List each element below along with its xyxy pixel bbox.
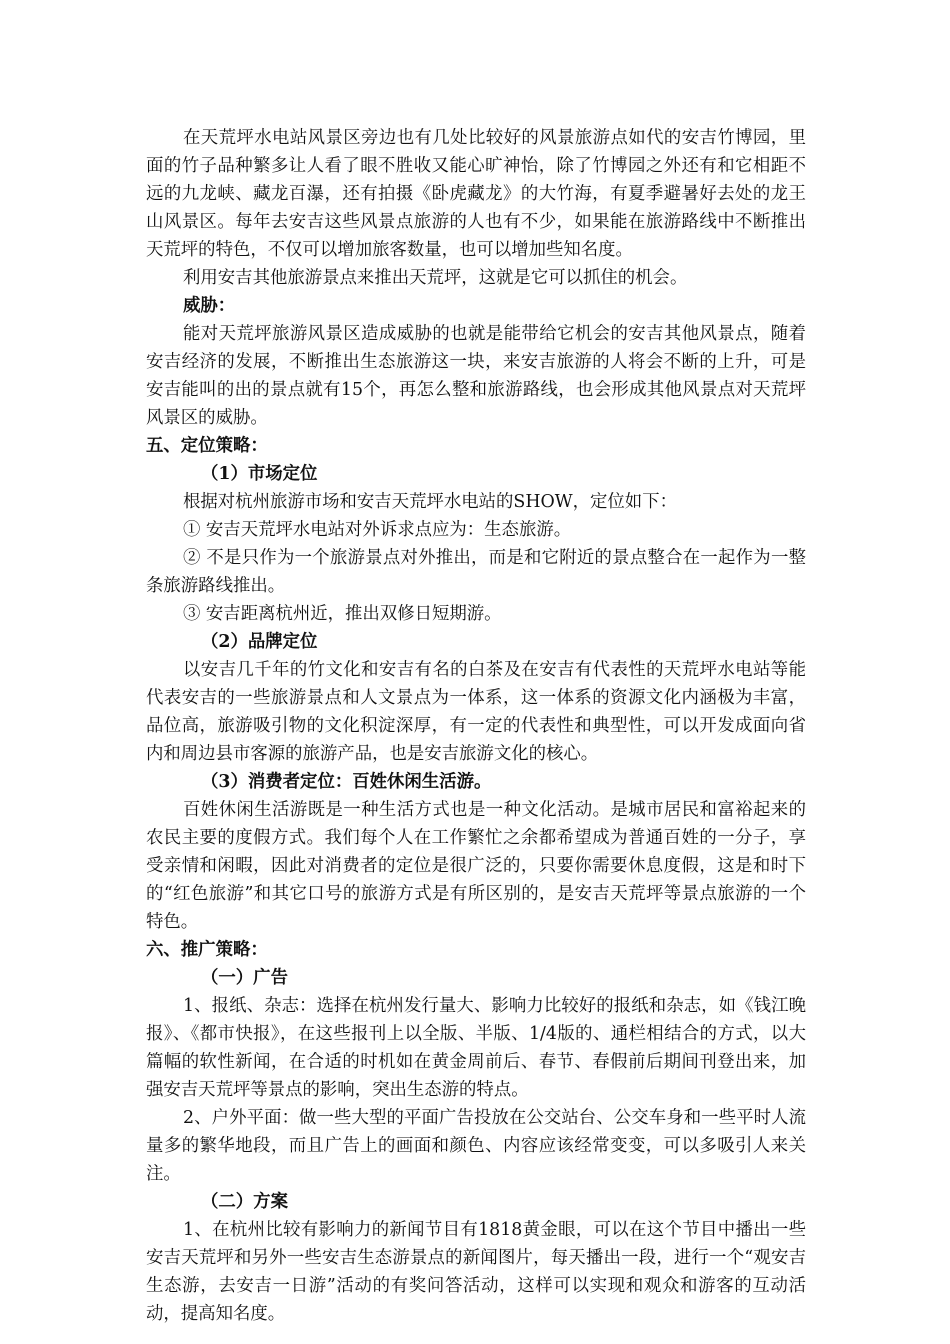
heading-promotion-strategy: 六、推广策略： <box>146 940 268 960</box>
paragraph-newspapers: 1、报纸、杂志：选择在杭州发行量大、影响力比较好的报纸和杂志，如《钱江晚报》、《都市快报》，在这些报刊上以全版、半版、1/4版的、通栏相结合的方式，以大篇幅的软性新闻，在合适的时机如在黄金周前后、春节、春假前后期间刊登出来，加强安吉天荒坪等景点的影响，突出生态游的特点。 <box>146 996 806 1100</box>
paragraph-market-intro: 根据对杭州旅游市场和安吉天荒坪水电站的SHOW，定位如下： <box>183 492 677 512</box>
paragraph-threats: 能对天荒坪旅游风景区造成威胁的也就是能带给它机会的安吉其他风景点，随着安吉经济的发展，不断推出生态旅游这一块，来安吉旅游的人将会不断的上升，可是安吉能叫的出的景点就有15个，再怎么整和旅游路线，也会形成其他风景点对天荒坪风景区的威胁。 <box>146 324 806 428</box>
list-item-market-3: ③ 安吉距离杭州近，推出双修日短期游。 <box>183 604 502 624</box>
paragraph-scenic-spots: 在天荒坪水电站风景区旁边也有几处比较好的风景旅游点如代的安吉竹博园，里面的竹子品种繁多让人看了眼不胜收又能心旷神怡，除了竹博园之外还有和它相距不远的九龙峡、藏龙百瀑，还有拍摄《卧虎藏龙》的大竹海，有夏季避暑好去处的龙王山风景区。每年去安吉这些风景点旅游的人也有不少，如果能在旅游路线中不断推出天荒坪的特色，不仅可以增加旅客数量，也可以增加些知名度。 <box>146 128 806 260</box>
paragraph-opportunity: 利用安吉其他旅游景点来推出天荒坪，这就是它可以抓住的机会。 <box>183 268 688 288</box>
paragraph-consumer-positioning: 百姓休闲生活游既是一种生活方式也是一种文化活动。是城市居民和富裕起来的农民主要的度假方式。我们每个人在工作繁忙之余都希望成为普通百姓的一分子，享受亲情和闲暇，因此对消费者的定位是很广泛的，只要你需要休息度假，这是和时下的“红色旅游”和其它口号的旅游方式是有所区别的，是安吉天荒坪等景点旅游的一个特色。 <box>146 800 806 932</box>
heading-threats: 威胁： <box>183 296 236 316</box>
heading-positioning-strategy: 五、定位策略： <box>146 436 268 456</box>
heading-plan: （二）方案 <box>201 1192 288 1212</box>
heading-advertising: （一）广告 <box>201 968 288 988</box>
paragraph-outdoor: 2、户外平面：做一些大型的平面广告投放在公交站台、公交车身和一些平时人流量多的繁华地段，而且广告上的画面和颜色、内容应该经常变变，可以多吸引人来关注。 <box>146 1108 806 1184</box>
list-item-market-2: ② 不是只作为一个旅游景点对外推出，而是和它附近的景点整合在一起作为一整条旅游路线推出。 <box>146 548 806 596</box>
paragraph-tv-program: 1、在杭州比较有影响力的新闻节目有1818黄金眼，可以在这个节目中播出一些安吉天荒坪和另外一些安吉生态游景点的新闻图片，每天播出一段，进行一个“观安吉生态游，去安吉一日游”活动的有奖问答活动，这样可以实现和观众和游客的互动活动，提高知名度。 <box>146 1220 806 1324</box>
document-page <box>146 124 806 1328</box>
heading-market-positioning: （1）市场定位 <box>201 464 318 484</box>
list-item-market-1: ① 安吉天荒坪水电站对外诉求点应为：生态旅游。 <box>183 520 572 540</box>
heading-brand-positioning: （2）品牌定位 <box>201 632 318 652</box>
paragraph-brand-positioning: 以安吉几千年的竹文化和安吉有名的白茶及在安吉有代表性的天荒坪水电站等能代表安吉的一些旅游景点和人文景点为一体系，这一体系的资源文化内涵极为丰富，品位高，旅游吸引物的文化积淀深厚，有一定的代表性和典型性，可以开发成面向省内和周边县市客源的旅游产品，也是安吉旅游文化的核心。 <box>146 660 806 764</box>
heading-consumer-positioning: （3）消费者定位：百姓休闲生活游。 <box>201 772 492 792</box>
